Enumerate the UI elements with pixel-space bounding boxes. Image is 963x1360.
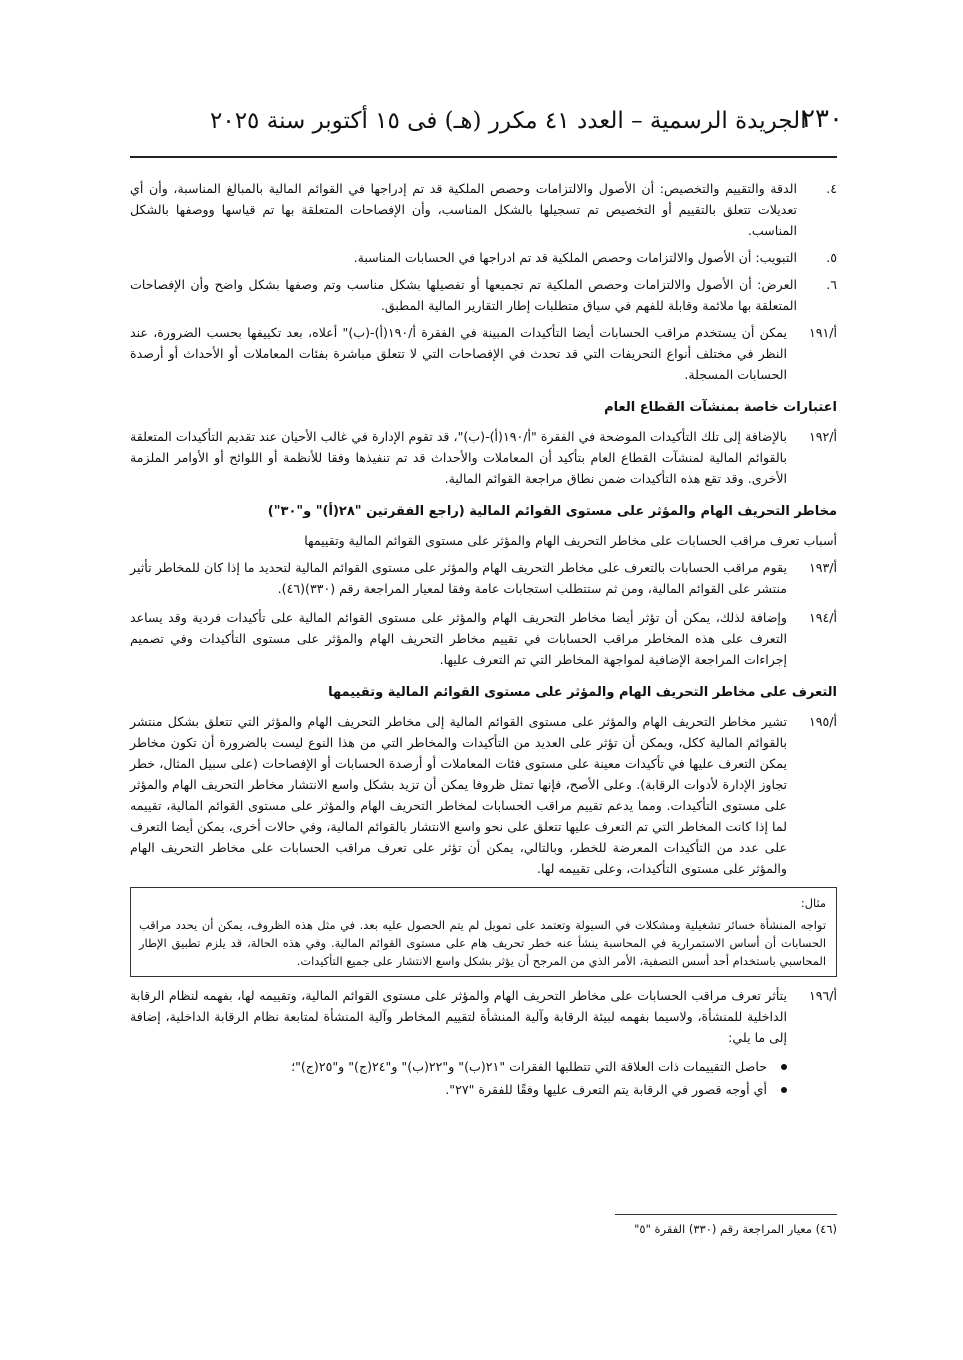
paragraph-number: أ/١٩٥ [808, 714, 837, 729]
item-text: العرض: أن الأصول والالتزامات وحصص الملكية تم تجميعها أو تفصيلها بشكل مناسب وتم وصفها بشكل واضح وأن الإفصاحات المتعلقة بها ملائمة وقابلة للفهم في سياق متطلبات إطار التقارير المالية المطبق. [130, 277, 797, 313]
bullet-item [130, 1056, 767, 1077]
paragraph-text: يقوم مراقب الحسابات بالتعرف على مخاطر التحريف الهام والمؤثر على مستوى القوائم المالية لتحديد ما إذا كان للمخاطر تأثير منتشر على القوائم المالية، ومن ثم ستتطلب استجابات عامة وفقا لمعيار المراجعة رقم (٣٣٠)(٤٦). [130, 560, 787, 596]
gazette-title: الجريدة الرسمية – العدد ٤١ مكرر (هـ) فى ١٥ أكتوبر سنة ٢٠٢٥ [210, 108, 807, 134]
bullet-icon [781, 1064, 787, 1070]
section-heading: اعتبارات خاصة بمنشآت القطاع العام [604, 400, 837, 415]
paragraph-191 [130, 322, 837, 385]
header-divider [130, 156, 837, 158]
paragraph-text: يمكن أن يستخدم مراقب الحسابات أيضا التأكيدات المبينة في الفقرة أ/١٩٠(أ)-(ب)" أعلاه، بعد تكييفها بحسب الضرورة، عند النظر في مختلف أنواع التحريفات التي قد تحدث في الإفصاحات التي لا تتعلق مباشرة بفئات المعاملات أو الأحداث أو أرصدة الحسابات المسجلة. [130, 325, 787, 382]
section-heading: التعرف على مخاطر التحريف الهام والمؤثر على مستوى القوائم المالية وتقييمها [328, 685, 837, 700]
list-item [130, 274, 837, 316]
paragraph-196 [130, 985, 837, 1048]
document-body [130, 178, 837, 1102]
paragraph-number: أ/١٩٣ [808, 560, 837, 575]
page-number: ٢٣٠ [801, 104, 843, 134]
paragraph-number: أ/١٩١ [808, 325, 837, 340]
paragraph-number: أ/١٩٦ [808, 988, 837, 1003]
item-text: الدقة والتقييم والتخصيص: أن الأصول والالتزامات وحصص الملكية قد تم إدراجها في القوائم المالية بالمبالغ المناسبة، وأن أي تعديلات تتعلق بالتقييم أو التخصيص تم تسجيلها بالشكل المناسب، وأن الإفصاحات المتعلقة بها تم قياسها ووصفها بالشكل المناسب. [130, 181, 797, 238]
bullet-list [130, 1056, 837, 1100]
bullet-text: حاصل التقييمات ذات العلاقة التي تتطلبها الفقرات "٢١(ب)" و"٢٢(ب)" و"٢٤(ج)" و"٢٥(ج)"؛ [291, 1059, 767, 1074]
paragraph-text: يتأثر تعرف مراقب الحسابات على مخاطر التحريف الهام والمؤثر على مستوى القوائم المالية، وتقييمه لها، بفهمه لنظام الرقابة الداخلية للمنشأة، ولاسيما بفهمه لبيئة الرقابة وآلية المنشأة لتقييم المخاطر وآلية المنشأة لمتابعة نظام الرقابة الداخلية، إضافة إلى ما يلي: [130, 988, 787, 1045]
example-box [130, 887, 837, 977]
bullet-text: أي أوجه قصور في الرقابة يتم التعرف عليها وفقًا للفقرة "٢٧". [445, 1082, 767, 1097]
subsection-title: أسباب تعرف مراقب الحسابات على مخاطر التحريف الهام والمؤثر على مستوى القوائم المالية وتقييمها [304, 533, 837, 548]
footnote: (٤٦) معيار المراجعة رقم (٣٣٠) الفقرة "٥" [634, 1222, 837, 1236]
item-text: التبويب: أن الأصول والالتزامات وحصص الملكية قد تم ادراجها في الحسابات المناسبة. [353, 250, 797, 265]
page-header [130, 104, 843, 152]
item-number: ٦. [826, 277, 837, 292]
paragraph-text: بالإضافة إلى تلك التأكيدات الموضحة في الفقرة "أ/١٩٠(أ)-(ب)"، قد تقوم الإدارة في غالب الأحيان عند تقديم التأكيدات المتعلقة بالقوائم المالية لمنشآت القطاع العام بتأكيد أن المعاملات والأحداث قد تم تنفيذها وفقا للأنظمة أو اللوائح أو الأوامر الملزمة الأخرى. وقد تقع هذه التأكيدات ضمن نطاق مراجعة القوائم المالية. [130, 429, 787, 486]
item-number: ٤. [826, 181, 837, 196]
paragraph-number: أ/١٩٤ [808, 610, 837, 625]
paragraph-192 [130, 426, 837, 489]
bullet-icon [781, 1087, 787, 1093]
list-item [130, 178, 837, 241]
item-number: ٥. [826, 250, 837, 265]
paragraph-number: أ/١٩٢ [808, 429, 837, 444]
paragraph-193 [130, 557, 837, 599]
paragraph-194 [130, 607, 837, 670]
paragraph-text: تشير مخاطر التحريف الهام والمؤثر على مستوى القوائم المالية إلى مخاطر التحريف الهام والمؤثر التي تتعلق بشكل منتشر بالقوائم المالية ككل، ويمكن أن تؤثر على العديد من التأكيدات والمخاطر التي من هذا النوع ليست بالضرورة أن تكون مخاطر يمكن التعرف عليها في تأكيدات معينة على مستوى فئات المعاملات أو أرصدة الحسابات أو الإفصاحات (على سبيل المثال، خطر تجاوز الإدارة لأدوات الرقابة). وعلى الأصح، فإنها تمثل ظروفا يمكن أن تزيد بشكل واسع الانتشار مخاطر التحريف الهام والمؤثر على مستوى التأكيدات. ومما يدعم تقييم مراقب الحسابات لمخاطر التحريف الهام والمؤثر على مستوى القوائم المالية، تقييمه لما إذا كانت المخاطر التي تم التعرف عليها تتعلق على نحو واسع الانتشار بالقوائم المالية، وفي حالات أخرى، يمكن أيضا التعرف على عدد من التأكيدات المعرضة للخطر، وبالتالي، يمكن أن تؤثر على تعرف مراقب الحسابات على مخاطر التحريف الهام والمؤثر على مستوى التأكيدات، وعلى تقييمه لها. [130, 714, 787, 876]
list-item [130, 247, 837, 268]
example-label: مثال: [800, 896, 826, 910]
footnote-divider [615, 1214, 837, 1215]
example-text: تواجه المنشأة خسائر تشغيلية ومشكلات في السيولة وتعتمد على تمويل لم يتم الحصول عليه بعد. في مثل هذه الظروف، يمكن أن يحدد مراقب الحسابات أن أساس الاستمرارية في المحاسبة ينشأ عنه خطر تحريف هام على مستوى القوائم المالية. وفي هذه الحالة، قد يلزم تطبيق الإطار المحاسبي باستخدام أحد أسس التصفية، الأمر الذي من المرجح أن يؤثر بشكل واسع الانتشار على جميع التأكيدات. [139, 918, 826, 968]
bullet-item [130, 1079, 767, 1100]
paragraph-195 [130, 711, 837, 879]
paragraph-text: وإضافة لذلك، يمكن أن تؤثر أيضا مخاطر التحريف الهام والمؤثر على مستوى القوائم المالية على تأكيدات فردية وقد يساعد التعرف على هذه المخاطر مراقب الحسابات في تقييم مخاطر التحريف الهام والمؤثر على مستوى التأكيدات وفي تصميم إجراءات المراجعة الإضافية لمواجهة المخاطر التي تم التعرف عليها. [130, 610, 787, 667]
section-heading: مخاطر التحريف الهام والمؤثر على مستوى القوائم المالية (راجع الفقرتين "٢٨(أ)" و"٣٠") [267, 504, 837, 519]
